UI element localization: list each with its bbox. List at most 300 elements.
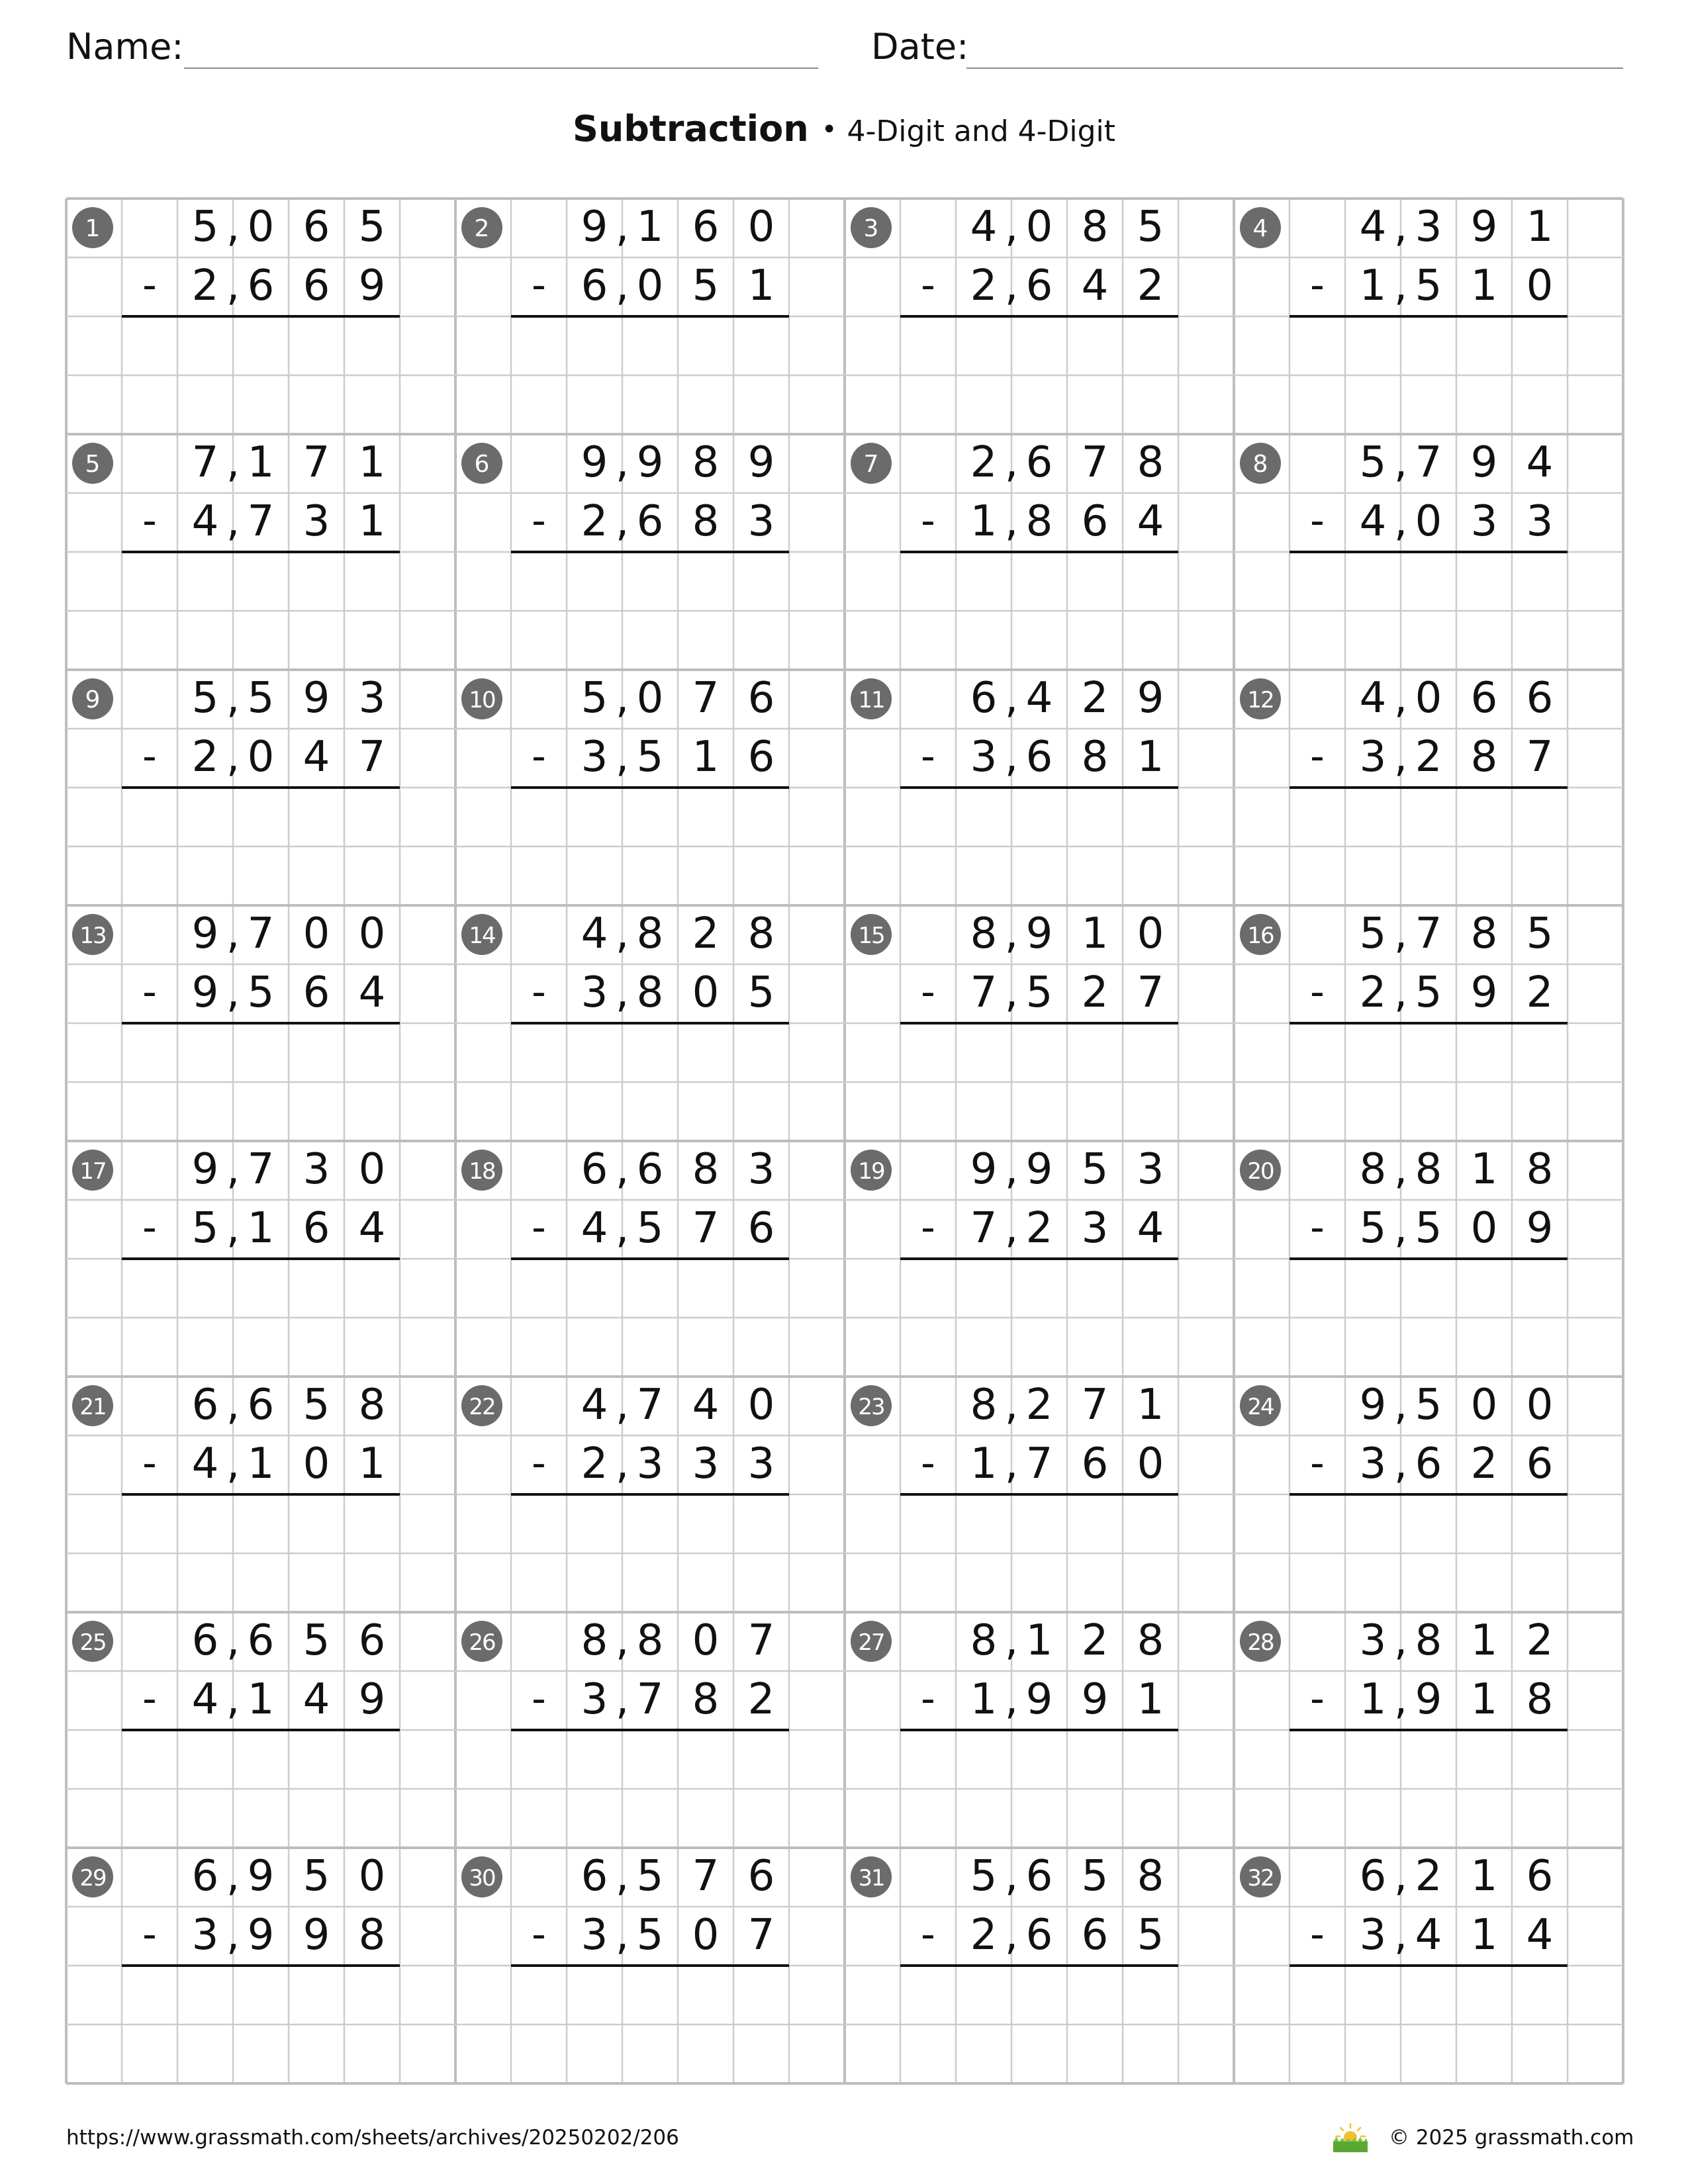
minuend-comma: ,	[615, 1381, 630, 1430]
grass-sun-logo-icon	[1331, 2120, 1370, 2154]
minuend-comma: ,	[615, 1852, 630, 1901]
minus-sign: -	[921, 733, 935, 780]
problem-number: 26	[469, 1629, 495, 1656]
minuend-digit: 1	[1470, 1145, 1498, 1194]
subtrahend-digit: 7	[1025, 1439, 1053, 1488]
minuend-digit: 8	[1137, 1852, 1164, 1901]
problem-number: 11	[858, 687, 884, 713]
problem-number: 3	[863, 215, 879, 242]
subtrahend-digit: 4	[1137, 1204, 1164, 1253]
subtrahend-digit: 3	[970, 733, 998, 782]
minuend-digit: 1	[1025, 1616, 1053, 1665]
minuend-digit: 2	[1025, 1381, 1053, 1430]
subtrahend-digit: 9	[1470, 968, 1498, 1017]
minus-sign: -	[921, 969, 935, 1015]
minuend-digit: 8	[747, 909, 775, 958]
subtrahend-digit: 2	[1137, 261, 1164, 310]
subtrahend-digit: 8	[636, 968, 664, 1017]
subtrahend-digit: 3	[1526, 497, 1554, 546]
minuend-comma: ,	[1004, 1616, 1019, 1665]
subtrahend-comma: ,	[1004, 1439, 1019, 1488]
problem-number: 18	[469, 1158, 495, 1185]
minuend-digit: 5	[303, 1616, 330, 1665]
subtrahend-digit: 1	[1137, 1675, 1164, 1724]
minuend-comma: ,	[226, 674, 240, 723]
subtrahend-digit: 1	[747, 261, 775, 310]
minuend-digit: 1	[1137, 1381, 1164, 1430]
minus-sign: -	[532, 733, 546, 780]
subtrahend-comma: ,	[1393, 1204, 1408, 1253]
minuend-digit: 7	[692, 674, 720, 723]
minuend-digit: 9	[1025, 1145, 1053, 1194]
minuend-digit: 5	[358, 203, 386, 251]
subtrahend-digit: 4	[303, 1675, 330, 1724]
subtrahend-digit: 9	[247, 1911, 275, 1960]
subtrahend-digit: 3	[692, 1439, 720, 1488]
problem-number: 28	[1247, 1629, 1274, 1656]
subtrahend-digit: 5	[191, 1204, 219, 1253]
subtrahend-digit: 5	[692, 261, 720, 310]
minuend-digit: 9	[247, 1852, 275, 1901]
subtrahend-digit: 6	[1025, 1911, 1053, 1960]
problem-number: 1	[85, 215, 101, 242]
minuend-comma: ,	[1004, 674, 1019, 723]
minus-sign: -	[142, 262, 157, 308]
minuend-digit: 9	[1025, 909, 1053, 958]
minuend-digit: 3	[358, 674, 386, 723]
minuend-comma: ,	[226, 1145, 240, 1194]
minuend-digit: 9	[1470, 203, 1498, 251]
minuend-digit: 6	[247, 1616, 275, 1665]
minus-sign: -	[921, 1676, 935, 1722]
minuend-digit: 7	[1415, 438, 1442, 487]
subtrahend-digit: 3	[581, 733, 608, 782]
subtrahend-digit: 8	[1025, 497, 1053, 546]
minus-sign: -	[142, 733, 157, 780]
minuend-digit: 6	[581, 1145, 608, 1194]
minus-sign: -	[532, 1440, 546, 1486]
subtrahend-comma: ,	[615, 968, 630, 1017]
problem-number: 25	[79, 1629, 106, 1656]
minuend-digit: 5	[1359, 909, 1387, 958]
minuend-digit: 9	[1470, 438, 1498, 487]
problem-number: 23	[858, 1394, 884, 1420]
minuend-digit: 6	[358, 1616, 386, 1665]
minuend-digit: 8	[692, 1145, 720, 1194]
subtrahend-digit: 5	[1415, 968, 1442, 1017]
problem-number: 30	[469, 1865, 495, 1891]
minuend-digit: 7	[1081, 438, 1109, 487]
minuend-comma: ,	[1004, 1381, 1019, 1430]
minuend-digit: 5	[303, 1852, 330, 1901]
minus-sign: -	[532, 969, 546, 1015]
minus-sign: -	[142, 969, 157, 1015]
subtrahend-digit: 0	[636, 261, 664, 310]
minuend-digit: 5	[303, 1381, 330, 1430]
minuend-comma: ,	[1393, 909, 1408, 958]
subtrahend-digit: 9	[358, 261, 386, 310]
minuend-digit: 8	[970, 1381, 998, 1430]
problem-number: 31	[858, 1865, 884, 1891]
minuend-comma: ,	[615, 203, 630, 251]
subtrahend-digit: 5	[636, 1204, 664, 1253]
minuend-comma: ,	[226, 438, 240, 487]
subtrahend-digit: 1	[358, 1439, 386, 1488]
subtrahend-comma: ,	[1393, 733, 1408, 782]
minuend-digit: 8	[692, 438, 720, 487]
minuend-digit: 9	[191, 1145, 219, 1194]
minus-sign: -	[1310, 1911, 1325, 1958]
minuend-digit: 9	[636, 438, 664, 487]
minuend-digit: 3	[1359, 1616, 1387, 1665]
problem-number: 20	[1247, 1158, 1274, 1185]
subtrahend-digit: 5	[1415, 261, 1442, 310]
subtrahend-comma: ,	[1393, 261, 1408, 310]
minuend-digit: 5	[1526, 909, 1554, 958]
minus-sign: -	[1310, 1676, 1325, 1722]
subtrahend-digit: 3	[747, 1439, 775, 1488]
subtrahend-digit: 1	[692, 733, 720, 782]
minuend-digit: 7	[692, 1852, 720, 1901]
minuend-digit: 0	[1415, 674, 1442, 723]
minus-sign: -	[1310, 969, 1325, 1015]
minuend-digit: 8	[636, 909, 664, 958]
subtrahend-digit: 0	[1137, 1439, 1164, 1488]
subtrahend-digit: 2	[1415, 733, 1442, 782]
minuend-digit: 9	[581, 203, 608, 251]
subtrahend-digit: 4	[1137, 497, 1164, 546]
minuend-comma: ,	[615, 438, 630, 487]
minuend-digit: 0	[1025, 203, 1053, 251]
minuend-digit: 8	[1081, 203, 1109, 251]
minuend-comma: ,	[1393, 1145, 1408, 1194]
subtrahend-digit: 4	[1359, 497, 1387, 546]
minus-sign: -	[532, 1205, 546, 1251]
minuend-digit: 4	[581, 909, 608, 958]
subtrahend-digit: 6	[1081, 497, 1109, 546]
minuend-digit: 0	[692, 1616, 720, 1665]
subtrahend-digit: 3	[1081, 1204, 1109, 1253]
subtrahend-digit: 5	[1025, 968, 1053, 1017]
subtrahend-comma: ,	[226, 968, 240, 1017]
problem-number: 14	[469, 923, 495, 949]
subtrahend-digit: 8	[692, 1675, 720, 1724]
subtrahend-digit: 6	[303, 261, 330, 310]
minuend-digit: 4	[1025, 674, 1053, 723]
subtrahend-digit: 7	[247, 497, 275, 546]
minuend-digit: 5	[247, 674, 275, 723]
minuend-digit: 7	[1081, 1381, 1109, 1430]
minus-sign: -	[142, 1205, 157, 1251]
problem-number: 8	[1252, 451, 1268, 478]
subtrahend-digit: 5	[247, 968, 275, 1017]
subtrahend-digit: 1	[1359, 1675, 1387, 1724]
subtrahend-digit: 7	[747, 1911, 775, 1960]
minuend-comma: ,	[615, 909, 630, 958]
subtrahend-comma: ,	[226, 261, 240, 310]
subtrahend-digit: 5	[636, 733, 664, 782]
minuend-digit: 7	[303, 438, 330, 487]
subtrahend-comma: ,	[1004, 261, 1019, 310]
subtrahend-digit: 1	[970, 1675, 998, 1724]
problem-number: 29	[79, 1865, 106, 1891]
subtrahend-comma: ,	[1004, 497, 1019, 546]
subtrahend-digit: 7	[1526, 733, 1554, 782]
subtrahend-digit: 2	[581, 497, 608, 546]
minuend-digit: 7	[747, 1616, 775, 1665]
minus-sign: -	[921, 1440, 935, 1486]
minus-sign: -	[142, 498, 157, 544]
subtrahend-digit: 6	[581, 261, 608, 310]
subtrahend-digit: 2	[581, 1439, 608, 1488]
subtrahend-digit: 6	[1526, 1439, 1554, 1488]
subtrahend-digit: 0	[1526, 261, 1554, 310]
problem-number: 16	[1247, 923, 1274, 949]
minuend-comma: ,	[1004, 1852, 1019, 1901]
subtrahend-digit: 6	[247, 261, 275, 310]
subtrahend-digit: 3	[581, 968, 608, 1017]
subtrahend-digit: 4	[191, 1439, 219, 1488]
minuend-digit: 8	[1415, 1616, 1442, 1665]
minuend-digit: 6	[970, 674, 998, 723]
subtrahend-digit: 1	[1470, 261, 1498, 310]
minus-sign: -	[142, 1676, 157, 1722]
minus-sign: -	[1310, 498, 1325, 544]
problem-number: 4	[1252, 215, 1268, 242]
subtrahend-digit: 3	[747, 497, 775, 546]
problem-number: 5	[85, 451, 101, 478]
minuend-comma: ,	[226, 909, 240, 958]
subtrahend-digit: 2	[970, 1911, 998, 1960]
subtrahend-comma: ,	[1004, 968, 1019, 1017]
subtrahend-digit: 7	[970, 1204, 998, 1253]
minuend-digit: 9	[303, 674, 330, 723]
subtrahend-digit: 6	[303, 968, 330, 1017]
minus-sign: -	[532, 1911, 546, 1958]
minus-sign: -	[532, 498, 546, 544]
subtrahend-digit: 1	[970, 1439, 998, 1488]
minuend-digit: 7	[247, 1145, 275, 1194]
minuend-digit: 0	[358, 909, 386, 958]
minuend-digit: 5	[191, 674, 219, 723]
title-subtitle: 4-Digit and 4-Digit	[847, 114, 1116, 148]
problem-number: 2	[474, 215, 490, 242]
minuend-comma: ,	[1004, 203, 1019, 251]
subtrahend-digit: 5	[747, 968, 775, 1017]
subtrahend-comma: ,	[226, 1204, 240, 1253]
subtrahend-digit: 1	[247, 1439, 275, 1488]
minuend-digit: 6	[1526, 1852, 1554, 1901]
subtrahend-digit: 1	[247, 1204, 275, 1253]
minuend-digit: 8	[581, 1616, 608, 1665]
subtrahend-digit: 7	[970, 968, 998, 1017]
minuend-digit: 0	[747, 203, 775, 251]
problem-number: 13	[79, 923, 106, 949]
minuend-digit: 5	[1081, 1145, 1109, 1194]
subtrahend-digit: 0	[247, 733, 275, 782]
subtrahend-digit: 2	[747, 1675, 775, 1724]
minuend-digit: 2	[1081, 674, 1109, 723]
subtrahend-comma: ,	[615, 1911, 630, 1960]
subtrahend-digit: 8	[692, 497, 720, 546]
minuend-digit: 4	[970, 203, 998, 251]
minuend-comma: ,	[1393, 1852, 1408, 1901]
subtrahend-digit: 8	[358, 1911, 386, 1960]
subtrahend-comma: ,	[226, 1675, 240, 1724]
minuend-digit: 3	[1415, 203, 1442, 251]
subtrahend-digit: 8	[1526, 1675, 1554, 1724]
subtrahend-digit: 3	[636, 1439, 664, 1488]
minuend-digit: 8	[1359, 1145, 1387, 1194]
minuend-digit: 1	[247, 438, 275, 487]
minuend-digit: 3	[1137, 1145, 1164, 1194]
minuend-digit: 6	[1025, 438, 1053, 487]
subtrahend-digit: 5	[1137, 1911, 1164, 1960]
minuend-digit: 5	[1081, 1852, 1109, 1901]
minus-sign: -	[1310, 262, 1325, 308]
subtrahend-comma: ,	[615, 1439, 630, 1488]
minus-sign: -	[921, 498, 935, 544]
problem-number: 21	[79, 1394, 106, 1420]
subtrahend-digit: 4	[191, 497, 219, 546]
minuend-digit: 6	[581, 1852, 608, 1901]
subtrahend-comma: ,	[226, 1439, 240, 1488]
footer-url: https://www.grassmath.com/sheets/archives/20250202/206	[66, 2126, 679, 2150]
minus-sign: -	[142, 1440, 157, 1486]
problem-number: 22	[469, 1394, 495, 1420]
subtrahend-comma: ,	[615, 733, 630, 782]
subtrahend-digit: 2	[1081, 968, 1109, 1017]
minuend-digit: 6	[247, 1381, 275, 1430]
minuend-digit: 3	[747, 1145, 775, 1194]
subtrahend-digit: 6	[1081, 1439, 1109, 1488]
minuend-digit: 6	[191, 1852, 219, 1901]
minus-sign: -	[532, 1676, 546, 1722]
minuend-digit: 1	[1526, 203, 1554, 251]
subtrahend-comma: ,	[1004, 1675, 1019, 1724]
subtrahend-digit: 9	[303, 1911, 330, 1960]
minuend-digit: 6	[1526, 674, 1554, 723]
problem-number: 17	[79, 1158, 106, 1185]
minuend-comma: ,	[615, 1145, 630, 1194]
minuend-digit: 3	[303, 1145, 330, 1194]
minuend-digit: 8	[1137, 1616, 1164, 1665]
minuend-comma: ,	[226, 203, 240, 251]
subtrahend-digit: 3	[581, 1911, 608, 1960]
subtrahend-comma: ,	[1004, 733, 1019, 782]
subtrahend-digit: 1	[1137, 733, 1164, 782]
minuend-digit: 6	[1359, 1852, 1387, 1901]
problem-number: 7	[863, 451, 879, 478]
minuend-digit: 9	[191, 909, 219, 958]
minuend-digit: 1	[1470, 1852, 1498, 1901]
minuend-digit: 0	[1526, 1381, 1554, 1430]
subtrahend-comma: ,	[615, 497, 630, 546]
subtrahend-digit: 7	[692, 1204, 720, 1253]
minuend-digit: 7	[247, 909, 275, 958]
subtrahend-comma: ,	[1393, 1439, 1408, 1488]
minuend-digit: 6	[191, 1381, 219, 1430]
date-label: Date:	[871, 26, 969, 68]
subtrahend-comma: ,	[226, 1911, 240, 1960]
subtrahend-digit: 3	[303, 497, 330, 546]
subtrahend-digit: 6	[636, 497, 664, 546]
subtrahend-digit: 2	[191, 733, 219, 782]
subtrahend-digit: 1	[247, 1675, 275, 1724]
minuend-digit: 9	[581, 438, 608, 487]
minus-sign: -	[921, 1911, 935, 1958]
minuend-digit: 4	[1359, 674, 1387, 723]
subtrahend-comma: ,	[1393, 968, 1408, 1017]
subtrahend-digit: 0	[692, 1911, 720, 1960]
subtrahend-comma: ,	[615, 261, 630, 310]
minuend-digit: 9	[970, 1145, 998, 1194]
minuend-comma: ,	[1393, 1616, 1408, 1665]
subtrahend-digit: 6	[747, 733, 775, 782]
minuend-digit: 6	[1470, 674, 1498, 723]
minuend-digit: 2	[970, 438, 998, 487]
minuend-comma: ,	[226, 1616, 240, 1665]
subtrahend-digit: 6	[1415, 1439, 1442, 1488]
subtrahend-digit: 3	[581, 1675, 608, 1724]
minuend-digit: 0	[636, 674, 664, 723]
minuend-digit: 9	[1359, 1381, 1387, 1430]
subtrahend-digit: 4	[303, 733, 330, 782]
minuend-digit: 8	[358, 1381, 386, 1430]
subtrahend-digit: 4	[191, 1675, 219, 1724]
minuend-comma: ,	[1393, 1381, 1408, 1430]
subtrahend-digit: 1	[1359, 261, 1387, 310]
subtrahend-digit: 7	[636, 1675, 664, 1724]
problem-number: 6	[474, 451, 490, 478]
minuend-digit: 8	[1137, 438, 1164, 487]
subtrahend-digit: 9	[191, 968, 219, 1017]
minuend-digit: 8	[970, 909, 998, 958]
problem-number: 9	[85, 686, 101, 713]
problem-number: 27	[858, 1629, 884, 1656]
minuend-digit: 1	[1081, 909, 1109, 958]
problem-number: 12	[1247, 687, 1274, 713]
subtrahend-digit: 2	[970, 261, 998, 310]
minus-sign: -	[1310, 1205, 1325, 1251]
footer-copyright: © 2025 grassmath.com	[1389, 2126, 1634, 2150]
minuend-digit: 8	[636, 1616, 664, 1665]
subtrahend-digit: 9	[1025, 1675, 1053, 1724]
minus-sign: -	[921, 262, 935, 308]
subtrahend-digit: 6	[1025, 733, 1053, 782]
subtrahend-digit: 0	[692, 968, 720, 1017]
subtrahend-digit: 2	[1526, 968, 1554, 1017]
subtrahend-digit: 2	[1025, 1204, 1053, 1253]
minuend-comma: ,	[1393, 674, 1408, 723]
minuend-digit: 0	[358, 1852, 386, 1901]
minuend-digit: 1	[636, 203, 664, 251]
minuend-digit: 5	[1359, 438, 1387, 487]
problem-number: 24	[1247, 1394, 1274, 1420]
subtrahend-comma: ,	[615, 1204, 630, 1253]
subtrahend-comma: ,	[615, 1675, 630, 1724]
minuend-digit: 0	[303, 909, 330, 958]
minuend-comma: ,	[1393, 438, 1408, 487]
minuend-digit: 8	[970, 1616, 998, 1665]
subtrahend-digit: 4	[358, 968, 386, 1017]
subtrahend-digit: 0	[1415, 497, 1442, 546]
subtrahend-digit: 6	[303, 1204, 330, 1253]
minuend-comma: ,	[1004, 909, 1019, 958]
subtrahend-digit: 1	[1470, 1675, 1498, 1724]
subtrahend-digit: 1	[1470, 1911, 1498, 1960]
subtrahend-digit: 6	[1025, 261, 1053, 310]
